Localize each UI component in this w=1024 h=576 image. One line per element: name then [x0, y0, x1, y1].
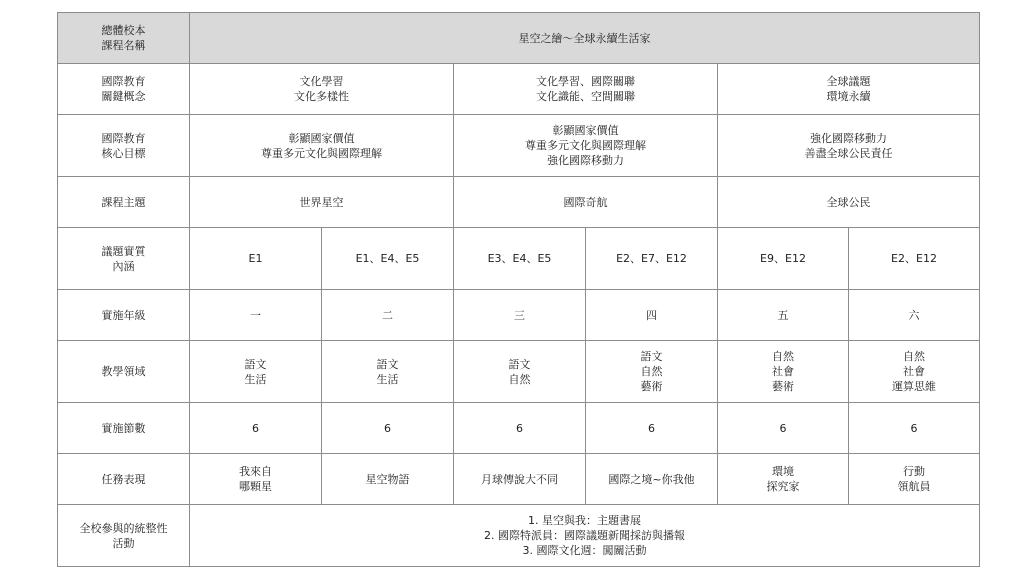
- activity-item: 3. 國際文化週：闖關活動: [522, 544, 647, 557]
- issue-content-cell: E9、E12: [718, 228, 849, 290]
- theme-cell: 世界星空: [190, 177, 454, 228]
- activities-row: [58, 505, 980, 567]
- issue-content-cell: E1、E4、E5: [322, 228, 454, 290]
- issue-content-cell: E2、E12: [849, 228, 980, 290]
- session-cell: 6: [190, 403, 322, 454]
- course-name-row: [58, 13, 980, 64]
- core-goal-cell: 彰顯國家價值 尊重多元文化與國際理解 強化國際移動力: [454, 115, 718, 177]
- key-concepts-row: [58, 64, 980, 115]
- themes-label: 課程主題: [58, 177, 190, 228]
- activity-item: 1. 星空與我：主題書展: [528, 514, 641, 527]
- key-concept-cell: 全球議題 環境永續: [718, 64, 980, 115]
- grade-cell: 五: [718, 290, 849, 341]
- issue-content-row: [58, 228, 980, 290]
- issue-content-cell: E3、E4、E5: [454, 228, 586, 290]
- grade-cell: 二: [322, 290, 454, 341]
- domain-cell: 語文 自然: [454, 341, 586, 403]
- domain-cell: 語文 自然 藝術: [586, 341, 718, 403]
- sessions-row: [58, 403, 980, 454]
- domain-cell: 自然 社會 藝術: [718, 341, 849, 403]
- core-goal-cell: 強化國際移動力 善盡全球公民責任: [718, 115, 980, 177]
- themes-row: [58, 177, 980, 228]
- key-concept-cell: 文化學習 文化多樣性: [190, 64, 454, 115]
- task-cell: 我來自 哪顆星: [190, 454, 322, 505]
- core-goals-row: [58, 115, 980, 177]
- tasks-row: [58, 454, 980, 505]
- grade-cell: 四: [586, 290, 718, 341]
- grade-cell: 三: [454, 290, 586, 341]
- task-cell: 國際之境~你我他: [586, 454, 718, 505]
- domains-row: [58, 341, 980, 403]
- domain-cell: 語文 生活: [190, 341, 322, 403]
- grade-cell: 六: [849, 290, 980, 341]
- domain-cell: 自然 社會 運算思維: [849, 341, 980, 403]
- issue-content-label: 議題實質 內涵: [58, 228, 190, 290]
- grade-cell: 一: [190, 290, 322, 341]
- issue-content-cell: E2、E7、E12: [586, 228, 718, 290]
- grades-label: 實施年級: [58, 290, 190, 341]
- course-name-label: 總體校本 課程名稱: [58, 13, 190, 64]
- activities-cell: [190, 505, 980, 567]
- sessions-label: 實施節數: [58, 403, 190, 454]
- session-cell: 6: [586, 403, 718, 454]
- key-concept-cell: 文化學習、國際關聯 文化識能、空間關聯: [454, 64, 718, 115]
- issue-content-cell: E1: [190, 228, 322, 290]
- activity-item: 2. 國際特派員：國際議題新聞採訪與播報: [484, 529, 685, 542]
- grades-row: [58, 290, 980, 341]
- activities-label: 全校參與的統整性 活動: [58, 505, 190, 567]
- domains-label: 教學領域: [58, 341, 190, 403]
- course-title: 星空之繪～全球永續生活家: [190, 13, 980, 64]
- tasks-label: 任務表現: [58, 454, 190, 505]
- task-cell: 月球傳說大不同: [454, 454, 586, 505]
- session-cell: 6: [322, 403, 454, 454]
- session-cell: 6: [849, 403, 980, 454]
- session-cell: 6: [718, 403, 849, 454]
- core-goal-cell: 彰顯國家價值 尊重多元文化與國際理解: [190, 115, 454, 177]
- task-cell: 星空物語: [322, 454, 454, 505]
- core-goals-label: 國際教育 核心目標: [58, 115, 190, 177]
- curriculum-table: [57, 12, 980, 567]
- theme-cell: 國際奇航: [454, 177, 718, 228]
- task-cell: 行動 領航員: [849, 454, 980, 505]
- task-cell: 環境 探究家: [718, 454, 849, 505]
- session-cell: 6: [454, 403, 586, 454]
- key-concepts-label: 國際教育 關鍵概念: [58, 64, 190, 115]
- domain-cell: 語文 生活: [322, 341, 454, 403]
- theme-cell: 全球公民: [718, 177, 980, 228]
